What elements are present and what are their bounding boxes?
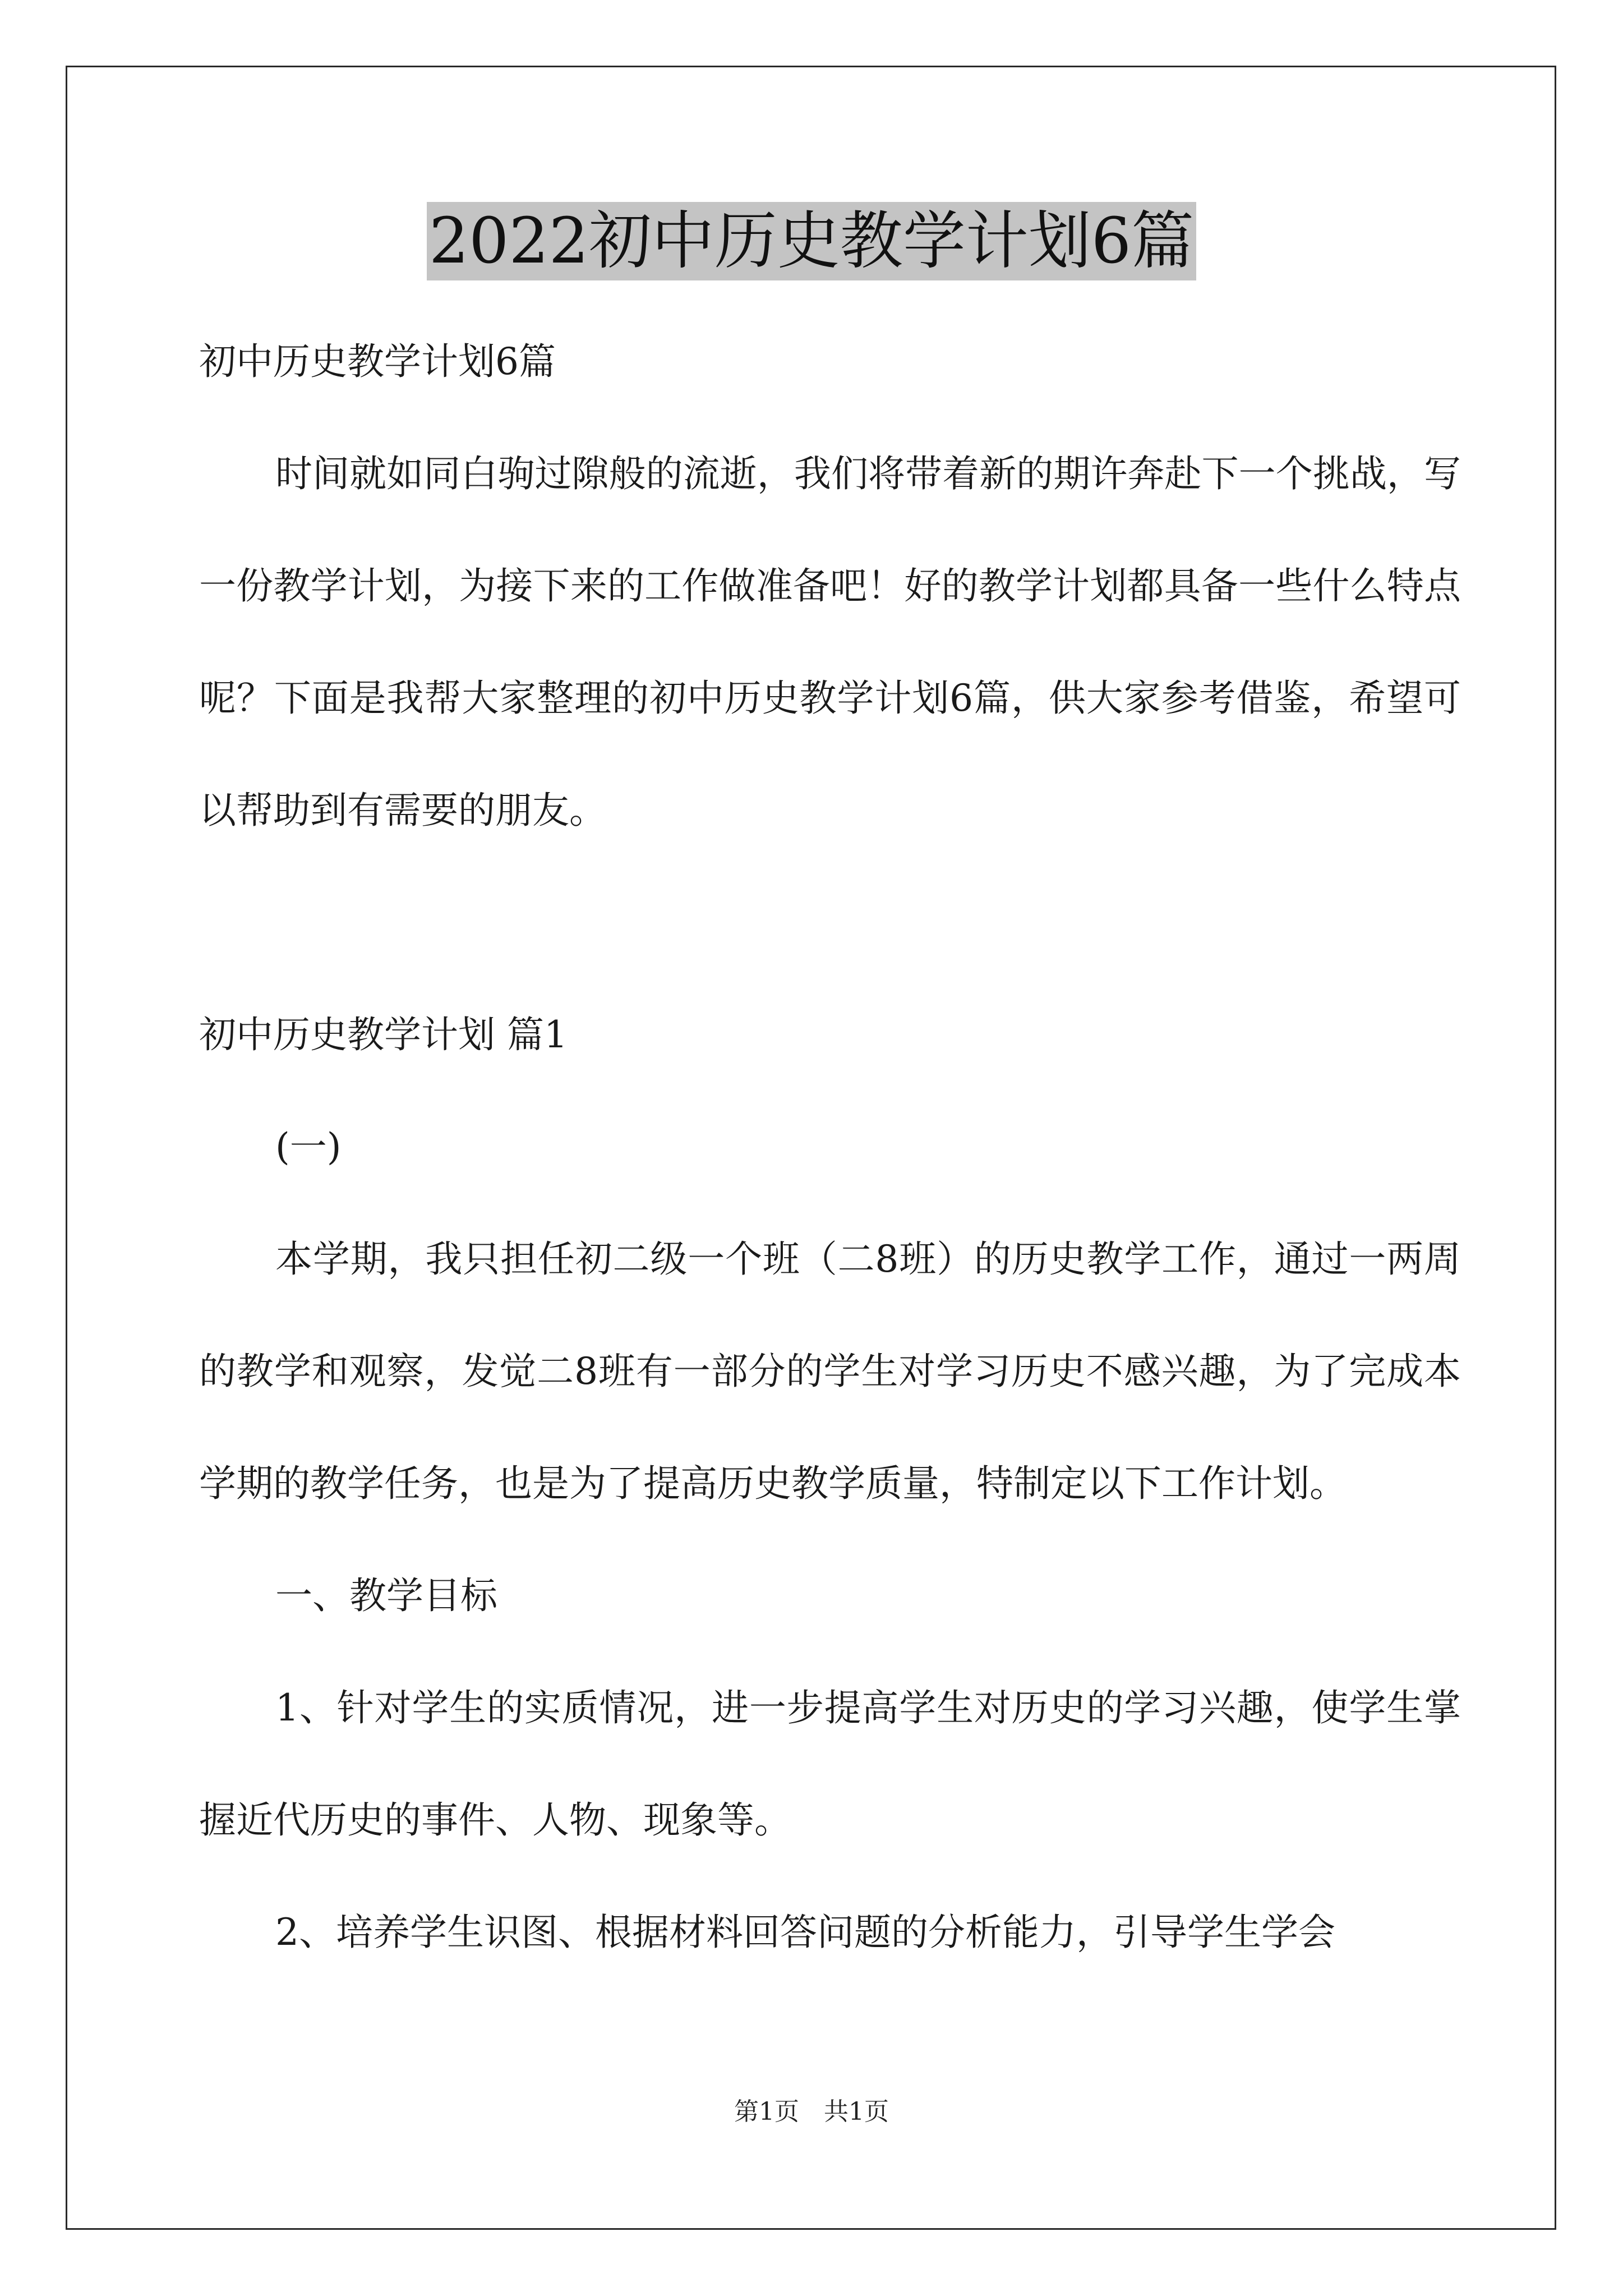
section-heading: 初中历史教学计划 篇1 — [199, 1013, 568, 1056]
part-label: (一) — [275, 1125, 342, 1168]
goals-heading: 一、教学目标 — [275, 1574, 497, 1617]
goal-item-1: 1、针对学生的实质情况，进一步提高学生对历史的学习兴趣，使学生掌握近代历史的事件、人物、现象等。 — [199, 1686, 1461, 1842]
body-paragraph: 本学期，我只担任初二级一个班（二8班）的历史教学工作，通过一两周的教学和观察，发觉二8班有一部分的学生对学习历史不感兴趣，为了完成本学期的教学任务，也是为了提高历史教学质量，特制定以下工作计划。 — [199, 1237, 1461, 1505]
document-subtitle: 初中历史教学计划6篇 — [199, 340, 556, 383]
page-footer: 第1页 共1页 — [734, 2097, 889, 2126]
document-title-text: 2022初中历史教学计划6篇 — [427, 202, 1196, 280]
goal-item-2: 2、培养学生识图、根据材料回答问题的分析能力，引导学生学会 — [275, 1911, 1335, 1954]
document-title — [0, 202, 1623, 280]
intro-paragraph: 时间就如同白驹过隙般的流逝，我们将带着新的期许奔赴下一个挑战，写一份教学计划，为接下来的工作做准备吧！好的教学计划都具备一些什么特点呢？下面是我帮大家整理的初中历史教学计划6篇，供大家参考借鉴，希望可以帮助到有需要的朋友。 — [199, 452, 1461, 832]
document-body — [199, 306, 1461, 1989]
